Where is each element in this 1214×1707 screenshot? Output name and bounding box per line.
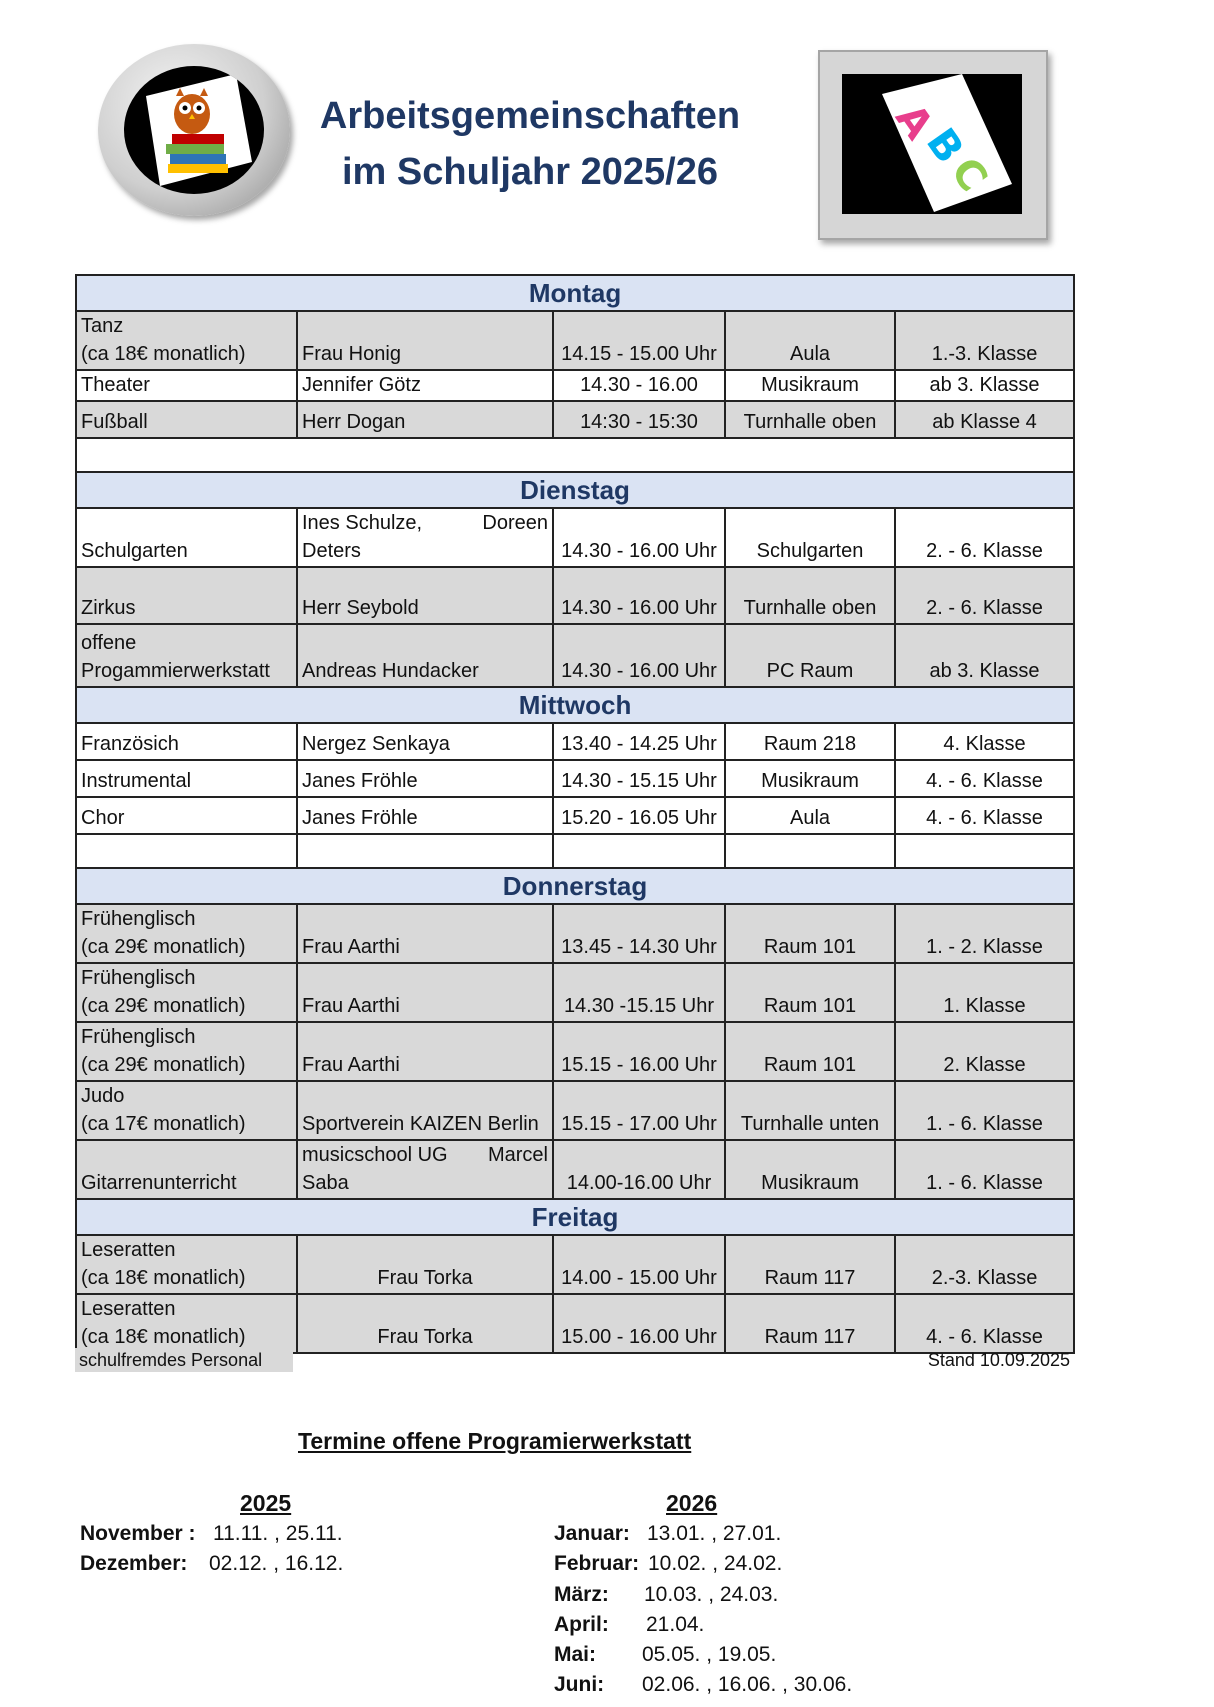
ag-name-line: (ca 17€ monatlich) xyxy=(81,1113,246,1135)
room-cell: Musikraum xyxy=(725,1140,895,1199)
ag-name-line: Judo xyxy=(81,1085,125,1107)
time-cell: 15.00 - 16.00 Uhr xyxy=(553,1294,725,1353)
leitung-line: Sportverein KAIZEN Berlin xyxy=(302,1113,539,1135)
termine-dates: 13.01. , 27.01. xyxy=(647,1522,782,1545)
leitung-cell xyxy=(297,963,553,1022)
day-header-mittwoch: Mittwoch xyxy=(76,687,1074,723)
leitung-cell xyxy=(297,624,553,687)
leitung-line: Frau Torka xyxy=(377,1326,473,1348)
time-cell: 15.15 - 16.00 Uhr xyxy=(553,1022,725,1081)
ag-name-line: offene xyxy=(81,632,137,654)
day-header-dienstag: Dienstag xyxy=(76,472,1074,508)
leitung-cell xyxy=(297,508,553,567)
abc-letters-icon xyxy=(842,74,1022,214)
ag-name-line: (ca 29€ monatlich) xyxy=(81,936,246,958)
room-cell: Raum 101 xyxy=(725,1022,895,1081)
table-row xyxy=(76,567,1074,624)
spacer-row xyxy=(76,438,1074,472)
leitung-cell xyxy=(297,1140,553,1199)
grade-cell: 1.-3. Klasse xyxy=(895,311,1074,370)
title-line-1: Arbeitsgemeinschaften xyxy=(319,95,741,137)
termine-month: April: xyxy=(554,1613,609,1636)
termine-dates: 02.12. , 16.12. xyxy=(209,1552,344,1575)
ag-name-cell xyxy=(76,1022,297,1081)
spacer-cell xyxy=(553,834,725,868)
room-cell: Musikraum xyxy=(725,370,895,401)
ag-name-line: Leseratten xyxy=(81,1239,176,1261)
termine-row xyxy=(554,1581,778,1609)
time-cell: 15.15 - 17.00 Uhr xyxy=(553,1081,725,1140)
ag-name-cell xyxy=(76,311,297,370)
termine-month: Februar: xyxy=(554,1552,640,1575)
leitung-cell xyxy=(297,1022,553,1081)
ag-name-cell xyxy=(76,760,297,797)
termine-row xyxy=(554,1641,776,1669)
termine-month: Juni: xyxy=(554,1673,605,1696)
time-cell: 14.00 - 15.00 Uhr xyxy=(553,1235,725,1294)
table-row xyxy=(76,311,1074,370)
day-header-montag: Montag xyxy=(76,275,1074,311)
time-cell: 14.30 - 16.00 xyxy=(553,370,725,401)
grade-cell: 4. Klasse xyxy=(895,723,1074,760)
leitung-line: Frau Aarthi xyxy=(302,995,400,1017)
leitung-line: Saba xyxy=(302,1172,349,1194)
legend-external-staff: schulfremdes Personal xyxy=(75,1348,293,1372)
leitung-line: Nergez Senkaya xyxy=(302,733,450,755)
leitung-line: Deters xyxy=(302,540,361,562)
grade-cell: ab Klasse 4 xyxy=(895,401,1074,438)
leitung-cell xyxy=(297,401,553,438)
table-row xyxy=(76,1140,1074,1199)
grade-cell: 1. - 6. Klasse xyxy=(895,1140,1074,1199)
ag-name-cell xyxy=(76,567,297,624)
time-cell: 14.30 - 16.00 Uhr xyxy=(553,508,725,567)
grade-cell: 1. - 6. Klasse xyxy=(895,1081,1074,1140)
termine-row xyxy=(554,1671,852,1699)
leitung-line: Doreen xyxy=(482,512,548,534)
day-header-row xyxy=(76,868,1074,904)
room-cell: Musikraum xyxy=(725,760,895,797)
leitung-line: Marcel xyxy=(487,1144,548,1166)
spacer-cell xyxy=(895,834,1074,868)
time-cell: 13.45 - 14.30 Uhr xyxy=(553,904,725,963)
termine-dates: 21.04. xyxy=(646,1613,705,1636)
termine-month: Mai: xyxy=(554,1643,596,1666)
title-line-2: im Schuljahr 2025/26 xyxy=(342,151,718,193)
termine-dates: 02.06. , 16.06. , 30.06. xyxy=(642,1673,853,1696)
ag-name-cell xyxy=(76,723,297,760)
grade-cell: 2. - 6. Klasse xyxy=(895,508,1074,567)
ag-name-line: Französich xyxy=(81,733,179,755)
year-heading-2025: 2025 xyxy=(240,1490,292,1516)
termine-dates: 11.11. , 25.11. xyxy=(213,1522,343,1545)
ag-name-line: Gitarrenunterricht xyxy=(81,1172,237,1194)
ag-name-cell xyxy=(76,797,297,834)
day-header-row xyxy=(76,275,1074,311)
leitung-cell xyxy=(297,370,553,401)
ag-name-cell xyxy=(76,1081,297,1140)
leitung-line: Janes Fröhle xyxy=(302,807,418,829)
ag-name-line: Progammierwerkstatt xyxy=(81,660,270,682)
ag-name-line: Theater xyxy=(81,374,150,396)
time-cell: 14.30 - 16.00 Uhr xyxy=(553,567,725,624)
spacer-cell xyxy=(76,834,297,868)
spacer-cell xyxy=(725,834,895,868)
leitung-line: Janes Fröhle xyxy=(302,770,418,792)
day-header-freitag: Freitag xyxy=(76,1199,1074,1235)
grade-cell: 2. - 6. Klasse xyxy=(895,567,1074,624)
ag-name-line: Tanz xyxy=(81,315,124,337)
room-cell: Aula xyxy=(725,311,895,370)
ag-name-line: Frühenglisch xyxy=(81,967,196,989)
grade-cell: 1. - 2. Klasse xyxy=(895,904,1074,963)
ag-name-line: Frühenglisch xyxy=(81,1026,196,1048)
termine-title: Termine offene Programierwerkstatt xyxy=(298,1428,692,1454)
leitung-line: Frau Aarthi xyxy=(302,1054,400,1076)
leitung-cell xyxy=(297,567,553,624)
leitung-cell xyxy=(297,723,553,760)
table-row xyxy=(76,401,1074,438)
svg-text:A: A xyxy=(886,95,942,148)
termine-dates: 10.03. , 24.03. xyxy=(644,1583,779,1606)
time-cell: 14:30 - 15:30 xyxy=(553,401,725,438)
spacer-cell xyxy=(76,438,1074,472)
svg-text:B: B xyxy=(917,120,973,172)
room-cell: Turnhalle unten xyxy=(725,1081,895,1140)
table-row xyxy=(76,760,1074,797)
ag-name-cell xyxy=(76,624,297,687)
leitung-line: Ines Schulze, xyxy=(302,512,423,534)
leitung-cell xyxy=(297,1081,553,1140)
spacer-row xyxy=(76,834,1074,868)
spacer-cell xyxy=(297,834,553,868)
ag-name-line: Leseratten xyxy=(81,1298,176,1320)
grade-cell: 2.-3. Klasse xyxy=(895,1235,1074,1294)
table-row xyxy=(76,904,1074,963)
grade-cell: 4. - 6. Klasse xyxy=(895,760,1074,797)
table-row xyxy=(76,1081,1074,1140)
table-row xyxy=(76,370,1074,401)
grade-cell: 4. - 6. Klasse xyxy=(895,1294,1074,1353)
room-cell: Raum 218 xyxy=(725,723,895,760)
ag-name-line: Fußball xyxy=(81,411,148,433)
ag-name-line: (ca 18€ monatlich) xyxy=(81,1267,246,1289)
leitung-line: musicschool UG xyxy=(302,1144,448,1166)
grade-cell: ab 3. Klasse xyxy=(895,624,1074,687)
leitung-cell xyxy=(297,904,553,963)
room-cell: Turnhalle oben xyxy=(725,567,895,624)
time-cell: 15.20 - 16.05 Uhr xyxy=(553,797,725,834)
leitung-cell xyxy=(297,797,553,834)
time-cell: 14.15 - 15.00 Uhr xyxy=(553,311,725,370)
school-owl-logo xyxy=(98,44,290,216)
time-cell: 13.40 - 14.25 Uhr xyxy=(553,723,725,760)
leitung-line: Frau Honig xyxy=(302,343,401,365)
termine-row xyxy=(554,1550,782,1578)
abc-logo xyxy=(818,50,1048,240)
room-cell: Turnhalle oben xyxy=(725,401,895,438)
grade-cell: ab 3. Klasse xyxy=(895,370,1074,401)
room-cell: Raum 101 xyxy=(725,904,895,963)
day-header-row xyxy=(76,1199,1074,1235)
ag-name-line: Schulgarten xyxy=(81,540,188,562)
termine-month: November : xyxy=(80,1522,196,1545)
ag-name-cell xyxy=(76,1294,297,1353)
termine-month: Januar: xyxy=(554,1522,630,1545)
room-cell: Raum 101 xyxy=(725,963,895,1022)
table-row xyxy=(76,508,1074,567)
time-cell: 14.30 -15.15 Uhr xyxy=(553,963,725,1022)
termine-dates: 05.05. , 19.05. xyxy=(642,1643,777,1666)
ag-name-line: (ca 29€ monatlich) xyxy=(81,1054,246,1076)
leitung-line: Jennifer Götz xyxy=(302,374,421,396)
room-cell: PC Raum xyxy=(725,624,895,687)
ag-name-line: (ca 18€ monatlich) xyxy=(81,343,246,365)
svg-text:C: C xyxy=(941,149,997,201)
time-cell: 14.00-16.00 Uhr xyxy=(553,1140,725,1199)
ag-name-line: (ca 29€ monatlich) xyxy=(81,995,246,1017)
leitung-line: Frau Aarthi xyxy=(302,936,400,958)
termine-dates: 10.02. , 24.02. xyxy=(648,1552,783,1575)
day-header-donnerstag: Donnerstag xyxy=(76,868,1074,904)
room-cell: Raum 117 xyxy=(725,1235,895,1294)
ag-name-line: (ca 18€ monatlich) xyxy=(81,1326,246,1348)
grade-cell: 2. Klasse xyxy=(895,1022,1074,1081)
table-row xyxy=(76,1022,1074,1081)
table-row xyxy=(76,723,1074,760)
grade-cell: 4. - 6. Klasse xyxy=(895,797,1074,834)
leitung-line: Frau Torka xyxy=(377,1267,473,1289)
ag-name-cell xyxy=(76,370,297,401)
leitung-line: Herr Dogan xyxy=(302,411,406,433)
leitung-cell xyxy=(297,1235,553,1294)
ag-name-cell xyxy=(76,508,297,567)
owl-icon xyxy=(124,66,264,194)
termine-month: Dezember: xyxy=(80,1552,188,1575)
ag-schedule-table xyxy=(75,274,1075,1354)
termine-row xyxy=(80,1520,343,1548)
ag-name-line: Chor xyxy=(81,807,125,829)
ag-name-cell xyxy=(76,1235,297,1294)
stand-date: Stand 10.09.2025 xyxy=(927,1350,1070,1370)
day-header-row xyxy=(76,687,1074,723)
room-cell: Aula xyxy=(725,797,895,834)
table-row xyxy=(76,1235,1074,1294)
ag-name-line: Instrumental xyxy=(81,770,192,792)
day-header-row xyxy=(76,472,1074,508)
ag-name-cell xyxy=(76,904,297,963)
termine-row xyxy=(80,1550,343,1578)
leitung-cell xyxy=(297,760,553,797)
termine-row xyxy=(554,1520,781,1548)
ag-name-line: Zirkus xyxy=(81,597,136,619)
leitung-cell xyxy=(297,311,553,370)
ag-name-cell xyxy=(76,401,297,438)
leitung-line: Andreas Hundacker xyxy=(302,660,479,682)
page-title xyxy=(300,88,760,200)
room-cell: Schulgarten xyxy=(725,508,895,567)
table-row xyxy=(76,797,1074,834)
ag-name-cell xyxy=(76,1140,297,1199)
ag-name-cell xyxy=(76,963,297,1022)
leitung-cell xyxy=(297,1294,553,1353)
table-row xyxy=(76,1294,1074,1353)
time-cell: 14.30 - 16.00 Uhr xyxy=(553,624,725,687)
time-cell: 14.30 - 15.15 Uhr xyxy=(553,760,725,797)
leitung-line: Herr Seybold xyxy=(302,597,419,619)
table-row xyxy=(76,624,1074,687)
termine-row xyxy=(554,1611,704,1639)
termine-month: März: xyxy=(554,1583,609,1606)
ag-name-line: Frühenglisch xyxy=(81,908,196,930)
room-cell: Raum 117 xyxy=(725,1294,895,1353)
year-heading-2026: 2026 xyxy=(666,1490,718,1516)
grade-cell: 1. Klasse xyxy=(895,963,1074,1022)
table-row xyxy=(76,963,1074,1022)
